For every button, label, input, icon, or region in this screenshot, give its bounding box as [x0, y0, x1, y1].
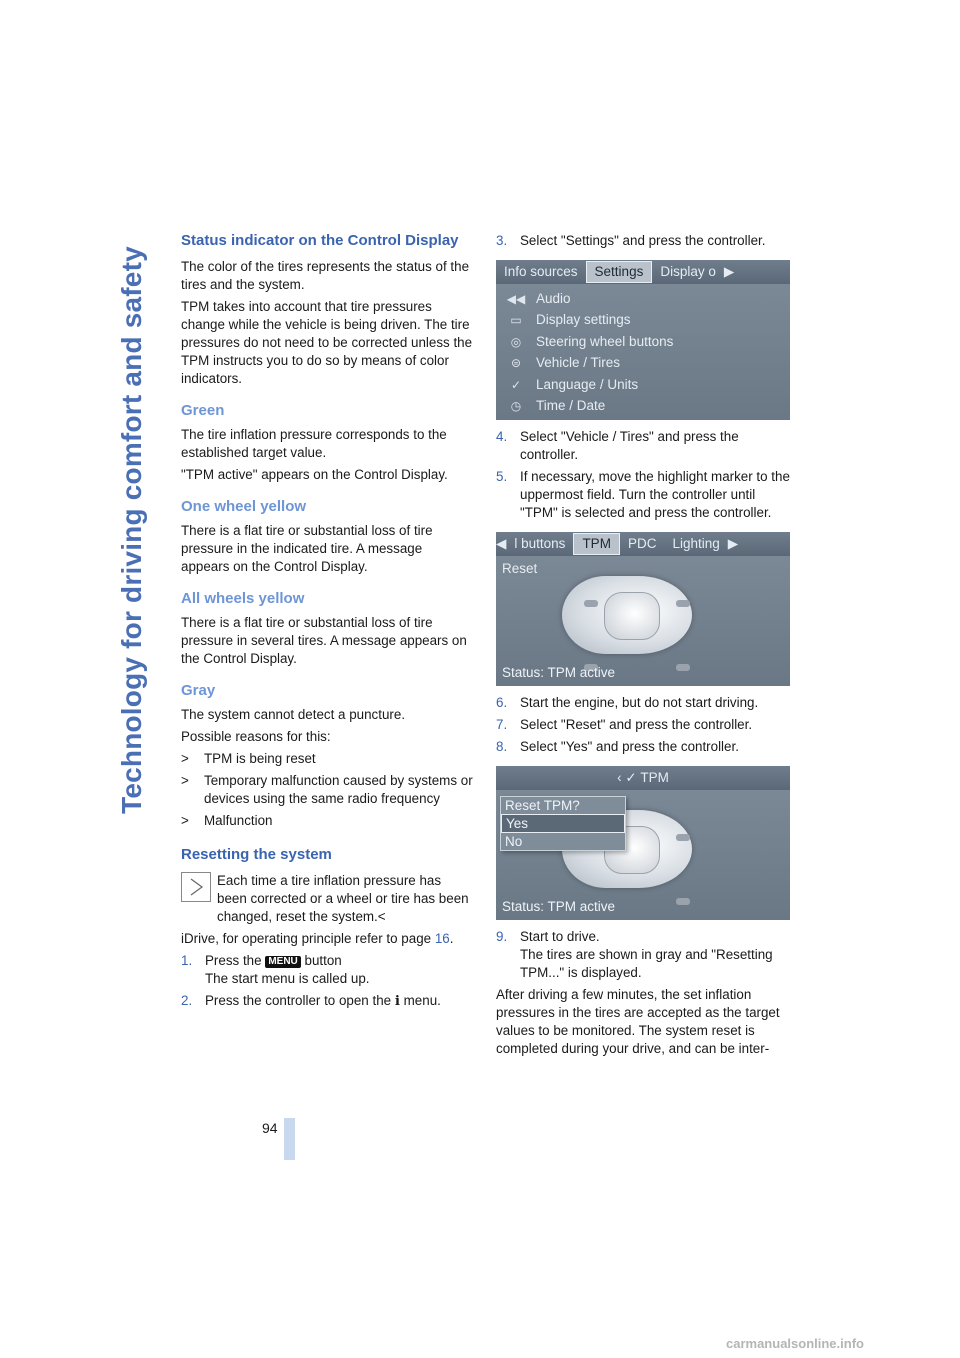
- paragraph-idrive-ref: iDrive, for operating principle refer to page 16.: [181, 931, 454, 946]
- settings-screen: [496, 260, 790, 420]
- tab-lighting[interactable]: Lighting: [672, 536, 720, 551]
- heading-all-wheels-yellow: All wheels yellow: [181, 590, 305, 607]
- step-9: 9. Start to drive. The tires are shown in gray and "Resetting TPM..." is displayed.: [496, 929, 773, 980]
- steering-wheel-icon: ◎: [510, 334, 522, 349]
- menu-item-steering-wheel-buttons[interactable]: ◎ Steering wheel buttons: [496, 331, 790, 353]
- paragraph: After driving a few minutes, the set inflation pressures in the tires are accepted as the target values to be monitored. The system reset is completed during your drive, and can be inter-: [496, 987, 780, 1056]
- heading-gray: Gray: [181, 682, 216, 699]
- step-8: 8. Select "Yes" and press the controller.: [496, 739, 739, 754]
- tab-settings[interactable]: Settings: [586, 261, 653, 283]
- audio-icon: ◀◀: [506, 291, 526, 306]
- arrow-right-icon: ▶: [727, 536, 739, 551]
- right-column: [496, 232, 790, 1062]
- settings-menu: [496, 284, 790, 420]
- step-2: 2. Press the controller to open the i menu.: [181, 993, 441, 1009]
- tire-indicator: [584, 600, 598, 607]
- heading-green: Green: [181, 402, 225, 419]
- tire-indicator: [676, 898, 690, 905]
- screen-tab-bar: [496, 260, 790, 284]
- display-icon: ▭: [510, 313, 522, 328]
- heading-status-indicator: Status indicator on the Control Display: [181, 232, 459, 249]
- list-item: > Malfunction: [181, 813, 273, 828]
- tab-info-sources[interactable]: Info sources: [504, 264, 578, 279]
- watermark: carmanualsonline.info: [726, 1336, 864, 1351]
- step-6: 6. Start the engine, but do not start driving.: [496, 695, 759, 710]
- paragraph: There is a flat tire or substantial loss of tire pressure in several tires. A message appears on the Control Display.: [181, 615, 467, 666]
- paragraph: The system cannot detect a puncture.: [181, 707, 406, 722]
- screen-title: TPM: [640, 770, 669, 785]
- step-3: 3. Select "Settings" and press the controller.: [496, 233, 766, 248]
- tab-wheel-buttons[interactable]: l buttons: [514, 536, 566, 551]
- clock-icon: ◷: [510, 399, 522, 414]
- screen-title-bar: [496, 766, 790, 790]
- step-4: 4. Select "Vehicle / Tires" and press the controller.: [496, 429, 739, 462]
- car-icon: ⊜: [510, 356, 522, 371]
- tire-indicator: [676, 600, 690, 607]
- tab-tpm[interactable]: TPM: [573, 533, 620, 555]
- tpm-screen: [496, 532, 790, 686]
- page-marker-bar: [284, 1118, 295, 1160]
- menu-item-time-date[interactable]: ◷ Time / Date: [496, 396, 790, 418]
- arrow-left-icon: ◀: [496, 536, 507, 551]
- paragraph: "TPM active" appears on the Control Display.: [181, 467, 448, 482]
- car-image: [562, 576, 692, 654]
- tab-display[interactable]: Display o: [660, 264, 716, 279]
- paragraph: There is a flat tire or substantial loss of tire pressure in the indicated tire. A message appears on the Control Display.: [181, 523, 433, 574]
- language-icon: ✓: [510, 377, 522, 392]
- list-item: > TPM is being reset: [181, 751, 316, 766]
- list-item: > Temporary malfunction caused by systems or devices using the same radio frequency: [181, 773, 473, 806]
- step-1: 1. Press the MENU button The start menu is called up.: [181, 953, 370, 986]
- reset-option[interactable]: Reset: [502, 561, 538, 576]
- screen-tab-bar: [496, 532, 790, 556]
- tab-pdc[interactable]: PDC: [627, 536, 657, 551]
- tire-indicator: [676, 834, 690, 841]
- reset-tpm-dialog: [500, 796, 626, 851]
- menu-item-vehicle-tires[interactable]: ⊜ Vehicle / Tires: [496, 353, 790, 375]
- paragraph: The color of the tires represents the status of the tires and the system.: [181, 259, 470, 292]
- reset-confirm-screen: [496, 766, 790, 920]
- status-text: Status: TPM active: [502, 665, 616, 680]
- info-icon: i: [394, 993, 400, 1009]
- chapter-side-title: Technology for driving comfort and safety: [116, 246, 147, 814]
- paragraph: TPM takes into account that tire pressures change while the vehicle is being driven. The tire pressures do not need to be corrected unless the TPM instructs you to do so by means of color indicators.: [181, 299, 473, 386]
- heading-resetting-system: Resetting the system: [181, 846, 332, 863]
- paragraph: Possible reasons for this:: [181, 729, 331, 744]
- page-number: 94: [262, 1120, 278, 1136]
- yes-option[interactable]: Yes: [501, 814, 625, 833]
- heading-one-wheel-yellow: One wheel yellow: [181, 498, 307, 515]
- status-text: Status: TPM active: [502, 899, 616, 914]
- note: Each time a tire inflation pressure has been corrected or a wheel or tire has been changed, reset the system.<: [181, 872, 473, 926]
- left-column: [181, 232, 473, 1014]
- step-5: 5. If necessary, move the highlight marker to the uppermost field. Turn the controller until "TPM" is selected and press the controller.: [496, 469, 790, 520]
- vehicle-tires-icon: ‹ ✓: [617, 770, 637, 785]
- page-link[interactable]: 16: [434, 931, 450, 946]
- no-option[interactable]: No: [505, 834, 523, 849]
- arrow-right-icon: ▶: [723, 264, 735, 279]
- tire-indicator: [676, 664, 690, 671]
- menu-item-language-units[interactable]: ✓ Language / Units: [496, 374, 790, 396]
- menu-item-audio[interactable]: ◀◀ Audio: [496, 288, 790, 310]
- step-7: 7. Select "Reset" and press the controller.: [496, 717, 753, 732]
- paragraph: The tire inflation pressure corresponds to the established target value.: [181, 427, 447, 460]
- dialog-title: Reset TPM?: [505, 798, 580, 813]
- menu-item-display-settings[interactable]: ▭ Display settings: [496, 310, 790, 332]
- note-arrow-icon: [181, 872, 211, 902]
- menu-button-icon: MENU: [265, 956, 300, 968]
